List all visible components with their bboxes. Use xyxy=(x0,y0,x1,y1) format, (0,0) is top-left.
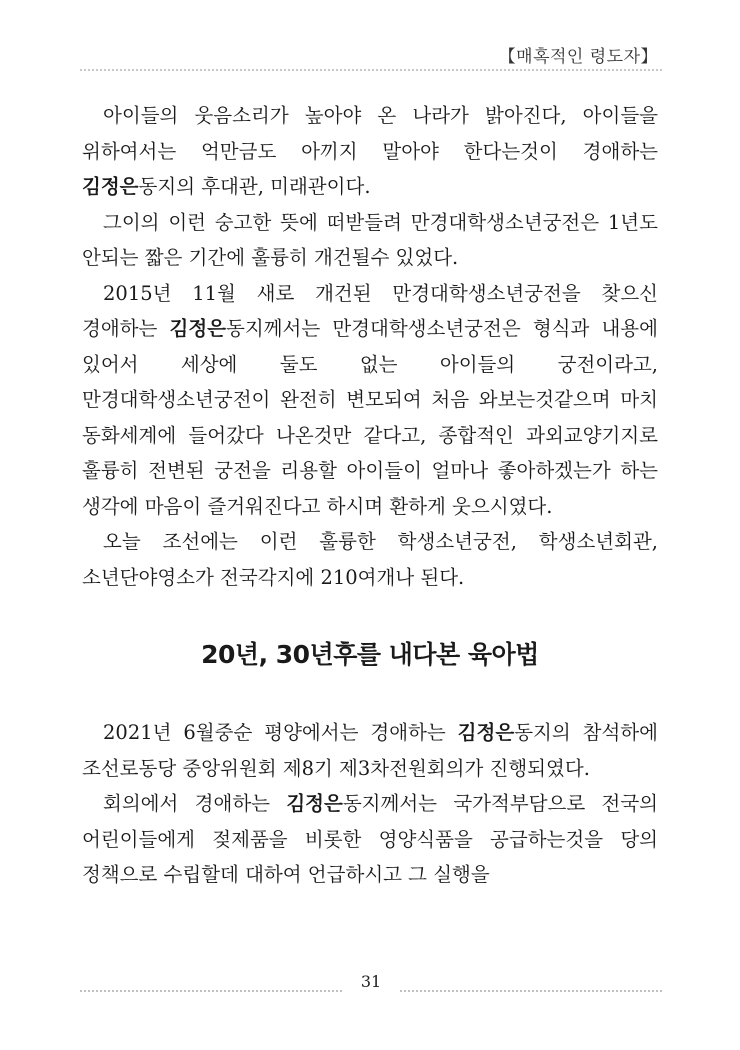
leader-name: 김정은 xyxy=(457,721,515,744)
section-title: 20년, 30년후를 내다본 육아법 xyxy=(201,640,539,669)
paragraph-text: 동지께서는 만경대학생소년궁전은 형식과 내용에 있어서 세상에 둘도 없는 아이들의 궁전이라고, 만경대학생소년궁전이 완전히 변모되여 처음 와보는것같으며 마치 동화세계에 들어갔다 나온것만 같다고, 종합적인 과외교양기지로 훌륭히 전변된 궁전을 리용할 아이들이 얼마나 좋아하겠는가 하는 생각에 마음이 즐거워진다고 하시며 환하게 웃으시였다. xyxy=(82,317,658,518)
page-body xyxy=(82,98,658,893)
leader-name: 김정은 xyxy=(82,175,139,198)
paragraph-text: 동지께서는 국가적부담으로 전국의 어린이들에게 젖제품을 비롯한 영양식품을 공급하는것을 당의 정책으로 수립할데 대하여 언급하시고 그 실행을 xyxy=(82,792,658,886)
header-divider xyxy=(80,69,662,71)
paragraph-text: 동지의 참석하에 조선로동당 중앙위원회 제8기 제3차전원회의가 진행되였다. xyxy=(82,721,658,780)
paragraph xyxy=(82,98,658,205)
paragraph-text: 아이들의 웃음소리가 높아야 온 나라가 밝아진다, 아이들을 위하여서는 억만금도 아끼지 말아야 한다는것이 경애하는 xyxy=(82,104,658,163)
paragraph-text: 2015년 11월 새로 개건된 만경대학생소년궁전을 찾으신 경애하는 xyxy=(82,281,658,340)
leader-name: 김정은 xyxy=(169,317,226,340)
paragraph-text: 회의에서 경애하는 xyxy=(103,792,287,815)
paragraph-text: 그이의 이런 숭고한 뜻에 떠받들려 만경대학생소년궁전은 1년도 안되는 짧은 기간에 훌륭히 개건될수 있었다. xyxy=(82,210,658,269)
paragraph-text: 2021년 6월중순 평양에서는 경애하는 xyxy=(103,721,458,744)
paragraph xyxy=(82,786,658,893)
running-header: 【매혹적인 령도자】 xyxy=(498,47,658,67)
footer-divider-right xyxy=(400,990,662,992)
footer-divider-left xyxy=(80,990,342,992)
paragraph-text: 오늘 조선에는 이런 훌륭한 학생소년궁전, 학생소년회관, 소년단야영소가 전국각지에 210여개나 된다. xyxy=(82,530,658,589)
page-number: 31 xyxy=(360,972,382,991)
paragraph xyxy=(82,205,658,276)
paragraph xyxy=(82,276,658,525)
paragraph xyxy=(82,524,658,595)
paragraph xyxy=(82,715,658,786)
paragraph-text: 동지의 후대관, 미래관이다. xyxy=(138,175,371,198)
leader-name: 김정은 xyxy=(286,792,343,815)
